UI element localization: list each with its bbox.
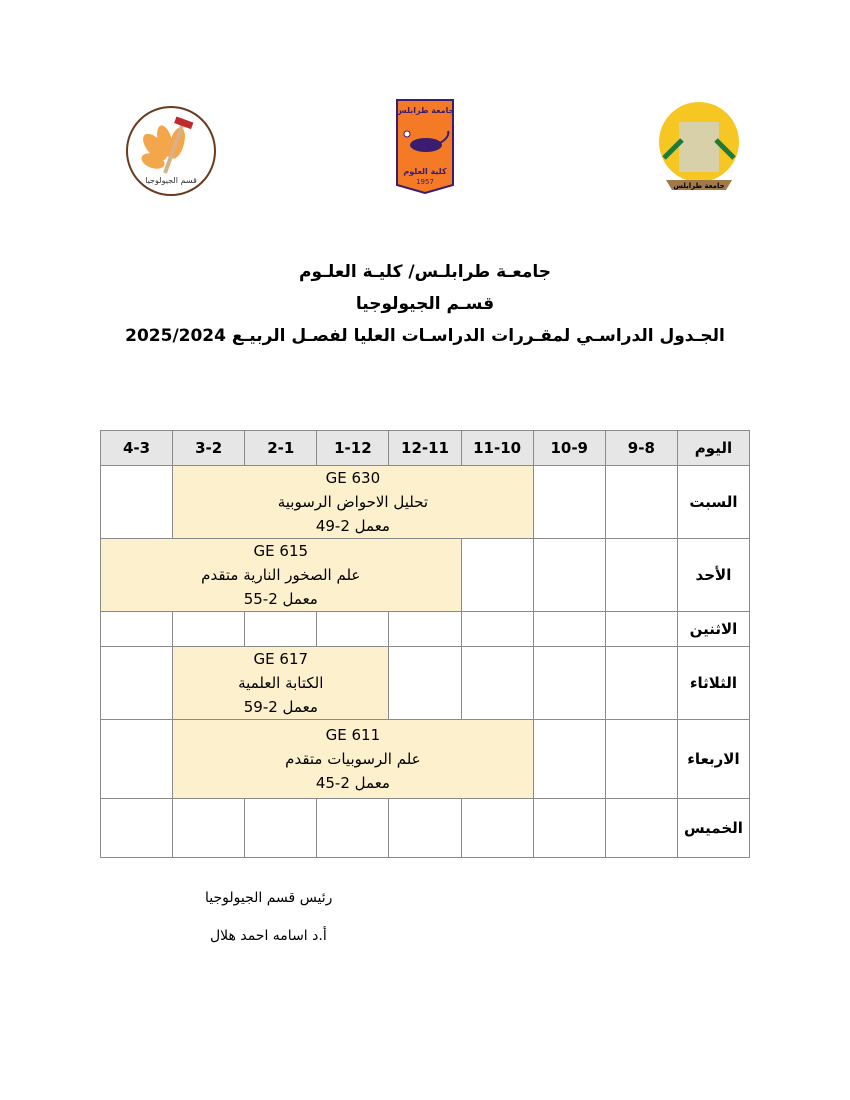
column-header-day: اليوم: [677, 431, 749, 466]
university-faculty-title: جامعـة طرابلـس/ كليـة العلـوم: [299, 262, 551, 282]
course-name: الكتابة العلمية: [238, 674, 324, 692]
day-cell: الاربعاء: [677, 720, 749, 799]
course-code: GE 617: [253, 650, 309, 668]
empty-cell: [605, 799, 677, 858]
table-row: [101, 799, 750, 858]
empty-cell: [533, 466, 605, 539]
department-title: قسـم الجيولوجيا: [355, 294, 495, 314]
empty-cell: [101, 720, 173, 799]
table-row: [101, 539, 750, 612]
empty-cell: [173, 612, 245, 647]
course-name: علم الصخور النارية متقدم: [201, 566, 361, 584]
empty-cell: [533, 612, 605, 647]
empty-cell: [101, 799, 173, 858]
course-code: GE 615: [253, 542, 309, 560]
empty-cell: [245, 799, 317, 858]
course-name: علم الرسوبيات متقدم: [285, 750, 421, 768]
empty-cell: [461, 612, 533, 647]
empty-cell: [389, 647, 461, 720]
table-row: [101, 612, 750, 647]
table-row: [101, 466, 750, 539]
empty-cell: [533, 799, 605, 858]
course-code: GE 630: [325, 469, 381, 487]
empty-cell: [389, 799, 461, 858]
course-name: تحليل الاحواض الرسوبية: [277, 493, 429, 511]
column-header-time: 12-11: [389, 431, 461, 466]
course-cell: [173, 466, 534, 539]
empty-cell: [101, 647, 173, 720]
empty-cell: [605, 612, 677, 647]
empty-cell: [605, 647, 677, 720]
column-header-time: 4-3: [101, 431, 173, 466]
course-cell: [101, 539, 462, 612]
empty-cell: [605, 539, 677, 612]
column-header-time: 1-12: [317, 431, 389, 466]
empty-cell: [533, 539, 605, 612]
empty-cell: [317, 799, 389, 858]
day-cell: الأحد: [677, 539, 749, 612]
day-cell: السبت: [677, 466, 749, 539]
logo-text: قسم الجيولوجيا: [145, 176, 197, 185]
day-cell: الثلاثاء: [677, 647, 749, 720]
table-row: [101, 647, 750, 720]
svg-text:1957: 1957: [416, 178, 434, 186]
column-header-time: 9-8: [605, 431, 677, 466]
empty-cell: [245, 612, 317, 647]
empty-cell: [533, 647, 605, 720]
empty-cell: [101, 466, 173, 539]
day-cell: الاثنين: [677, 612, 749, 647]
empty-cell: [461, 539, 533, 612]
course-room: معمل 2-59: [243, 698, 318, 716]
university-logo: [652, 100, 747, 196]
document-header: [0, 256, 850, 352]
course-code: GE 611: [325, 726, 381, 744]
empty-cell: [461, 647, 533, 720]
empty-cell: [605, 720, 677, 799]
empty-cell: [101, 612, 173, 647]
signature-title: رئيس قسم الجيولوجيا: [205, 890, 333, 906]
empty-cell: [173, 799, 245, 858]
table-row: [101, 720, 750, 799]
schedule-title: الجـدول الدراسـي لمقـررات الدراسـات العليا لفصـل الربيـع 2025/2024: [125, 326, 725, 346]
course-room: معمل 2-45: [315, 774, 390, 792]
column-header-time: 11-10: [461, 431, 533, 466]
schedule-table: [100, 430, 750, 858]
geology-dept-logo: [125, 105, 217, 197]
svg-text:كلية العلوم: كلية العلوم: [403, 167, 447, 176]
course-cell: [173, 647, 389, 720]
empty-cell: [533, 720, 605, 799]
empty-cell: [461, 799, 533, 858]
svg-text:جامعة طرابلس: جامعة طرابلس: [396, 106, 454, 115]
course-room: معمل 2-55: [243, 590, 318, 608]
course-room: معمل 2-49: [315, 517, 390, 535]
day-cell: الخميس: [677, 799, 749, 858]
table-header-row: [101, 431, 750, 466]
column-header-time: 3-2: [173, 431, 245, 466]
signature-name: أ.د اسامه احمد هلال: [210, 928, 327, 944]
column-header-time: 10-9: [533, 431, 605, 466]
column-header-time: 2-1: [245, 431, 317, 466]
empty-cell: [389, 612, 461, 647]
empty-cell: [605, 466, 677, 539]
course-cell: [173, 720, 534, 799]
svg-text:جامعة طرابلس: جامعة طرابلس: [673, 182, 725, 190]
faculty-logo: [396, 99, 454, 194]
empty-cell: [317, 612, 389, 647]
